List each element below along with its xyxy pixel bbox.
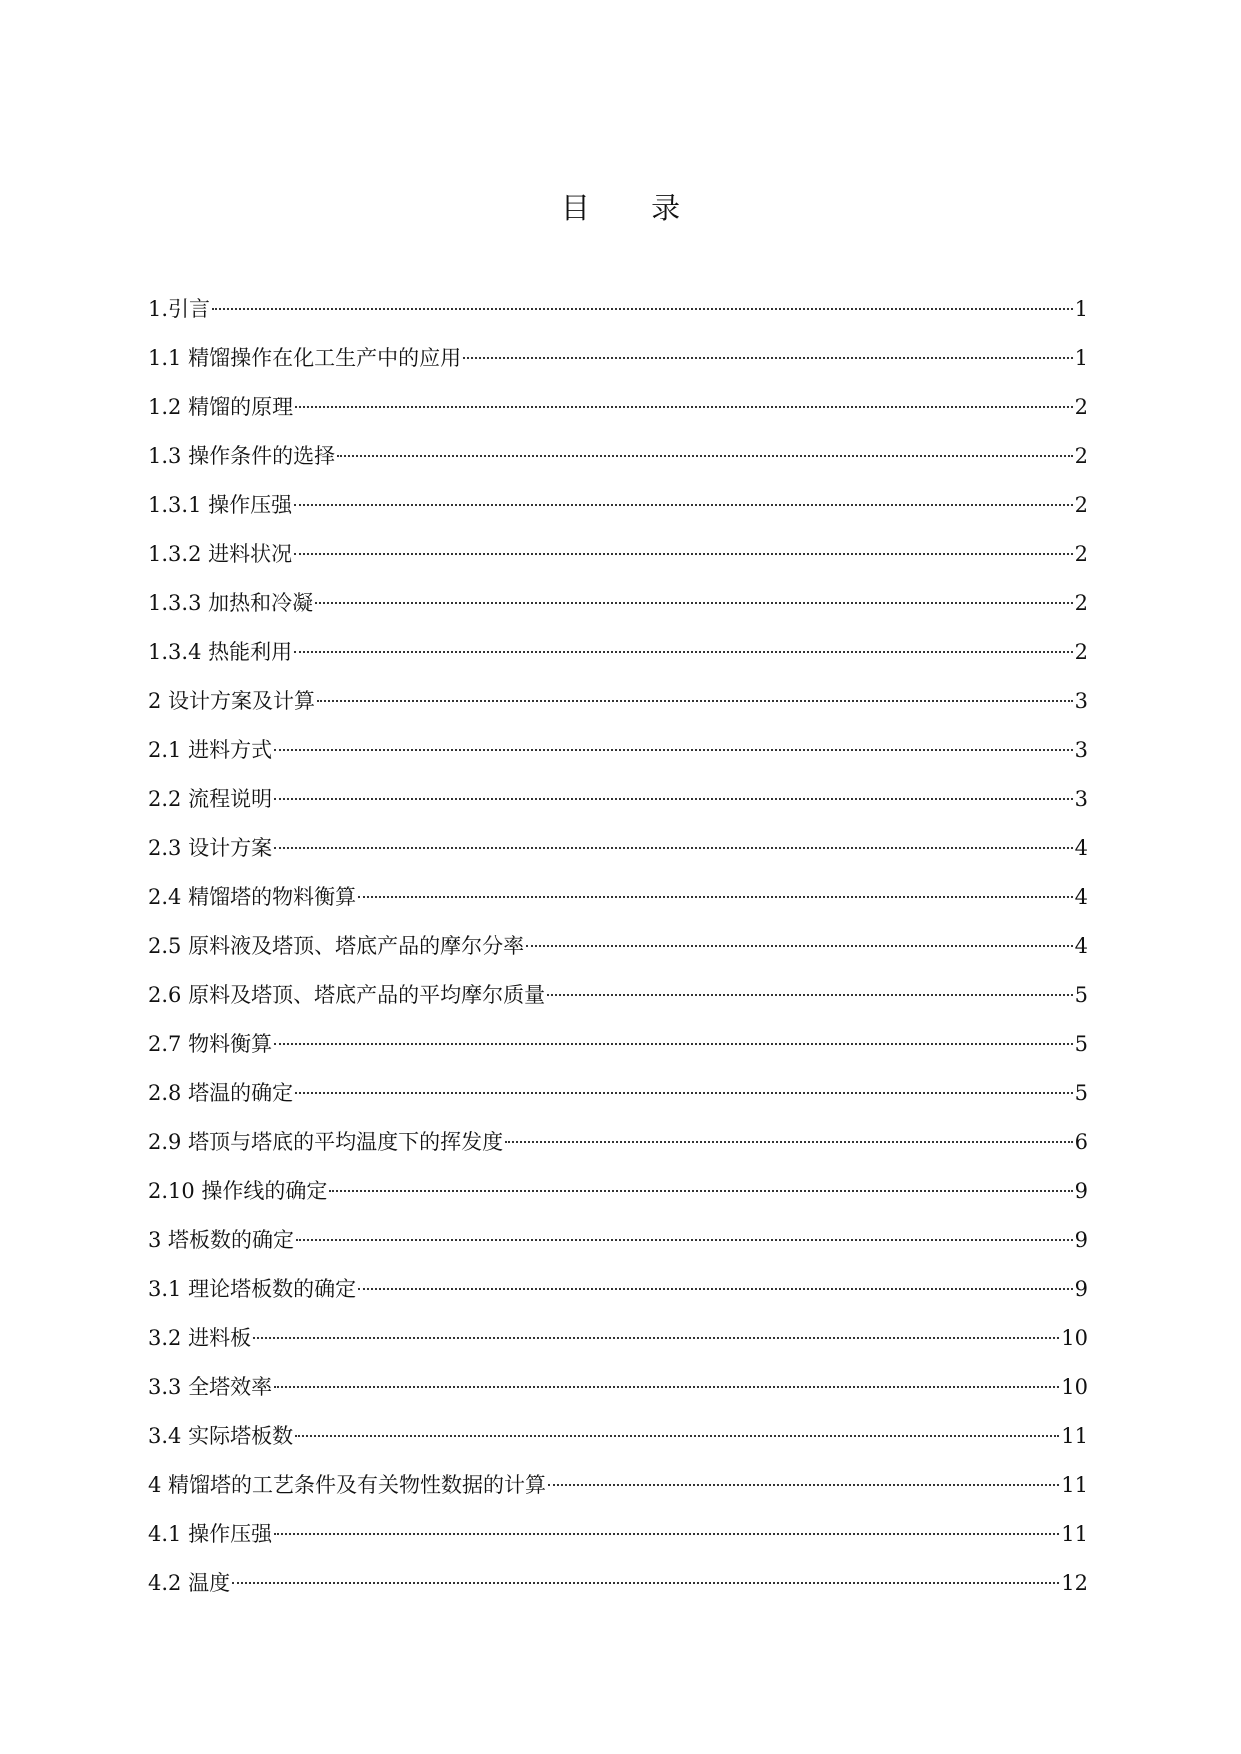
toc-entry-page-number: 4: [1074, 836, 1088, 860]
toc-entry-page-number: 2: [1074, 591, 1088, 615]
toc-entry[interactable]: [148, 295, 1088, 344]
toc-dot-leader: [296, 1238, 1073, 1241]
toc-entry[interactable]: [148, 1471, 1088, 1520]
toc-entry[interactable]: [148, 1177, 1088, 1226]
toc-entry-title: 4.1 操作压强: [148, 1522, 273, 1546]
toc-entry-title: 1.2 精馏的原理: [148, 395, 294, 419]
toc-entry-page-number: 3: [1074, 787, 1088, 811]
toc-dot-leader: [315, 601, 1073, 604]
toc-entry-title: 2.1 进料方式: [148, 738, 273, 762]
toc-entry[interactable]: [148, 491, 1088, 540]
toc-entry-title: 3 塔板数的确定: [148, 1228, 295, 1252]
toc-entry[interactable]: [148, 736, 1088, 785]
toc-entry-title: 1.3.1 操作压强: [148, 493, 293, 517]
toc-entry-title: 1.3.4 热能利用: [148, 640, 293, 664]
toc-dot-leader: [274, 846, 1073, 849]
toc-entry-title: 2.9 塔顶与塔底的平均温度下的挥发度: [148, 1130, 504, 1154]
toc-entry-page-number: 11: [1061, 1424, 1088, 1448]
toc-entry[interactable]: [148, 638, 1088, 687]
toc-entry[interactable]: [148, 785, 1088, 834]
toc-entry[interactable]: [148, 1373, 1088, 1422]
toc-dot-leader: [358, 895, 1073, 898]
toc-entry-title: 1.3 操作条件的选择: [148, 444, 336, 468]
toc-dot-leader: [295, 1434, 1059, 1437]
toc-entry-page-number: 2: [1074, 640, 1088, 664]
toc-dot-leader: [294, 650, 1073, 653]
toc-entry-page-number: 2: [1074, 493, 1088, 517]
toc-entry[interactable]: [148, 687, 1088, 736]
toc-entry-page-number: 11: [1061, 1522, 1088, 1546]
toc-entry[interactable]: [148, 1569, 1088, 1618]
toc-dot-leader: [274, 1042, 1073, 1045]
toc-dot-leader: [294, 552, 1073, 555]
toc-entry[interactable]: [148, 1030, 1088, 1079]
toc-entry-title: 2.10 操作线的确定: [148, 1179, 328, 1203]
toc-entry[interactable]: [148, 1275, 1088, 1324]
toc-entry-title: 2.4 精馏塔的物料衡算: [148, 885, 357, 909]
toc-dot-leader: [274, 1385, 1059, 1388]
toc-entry-page-number: 9: [1074, 1179, 1088, 1203]
toc-entry-page-number: 10: [1061, 1326, 1088, 1350]
toc-entry[interactable]: [148, 344, 1088, 393]
toc-dot-leader: [547, 993, 1073, 996]
toc-entry-title: 3.4 实际塔板数: [148, 1424, 294, 1448]
toc-entry[interactable]: [148, 883, 1088, 932]
toc-entry-title: 4.2 温度: [148, 1571, 231, 1595]
toc-entry-title: 2 设计方案及计算: [148, 689, 316, 713]
toc-entry-page-number: 2: [1074, 542, 1088, 566]
toc-dot-leader: [329, 1189, 1072, 1192]
toc-entry-title: 1.3.3 加热和冷凝: [148, 591, 314, 615]
toc-entry-page-number: 2: [1074, 395, 1088, 419]
toc-list: [148, 295, 1088, 1618]
toc-dot-leader: [274, 748, 1073, 751]
toc-entry-page-number: 5: [1074, 983, 1088, 1007]
toc-entry-page-number: 9: [1074, 1277, 1088, 1301]
toc-entry-page-number: 11: [1061, 1473, 1088, 1497]
toc-entry-title: 2.8 塔温的确定: [148, 1081, 294, 1105]
toc-entry[interactable]: [148, 932, 1088, 981]
toc-entry[interactable]: [148, 1324, 1088, 1373]
toc-entry-title: 1.1 精馏操作在化工生产中的应用: [148, 346, 462, 370]
toc-title: 目 录: [560, 191, 707, 225]
toc-dot-leader: [274, 1532, 1059, 1535]
toc-entry[interactable]: [148, 1226, 1088, 1275]
toc-dot-leader: [295, 1091, 1073, 1094]
toc-entry[interactable]: [148, 981, 1088, 1030]
toc-entry-page-number: 2: [1074, 444, 1088, 468]
toc-entry-page-number: 5: [1074, 1081, 1088, 1105]
toc-entry-page-number: 9: [1074, 1228, 1088, 1252]
toc-entry[interactable]: [148, 834, 1088, 883]
toc-entry-title: 2.7 物料衡算: [148, 1032, 273, 1056]
toc-dot-leader: [505, 1140, 1073, 1143]
toc-entry-title: 2.2 流程说明: [148, 787, 273, 811]
toc-entry[interactable]: [148, 540, 1088, 589]
toc-entry[interactable]: [148, 442, 1088, 491]
toc-entry[interactable]: [148, 1128, 1088, 1177]
toc-dot-leader: [526, 944, 1073, 947]
toc-entry-title: 2.3 设计方案: [148, 836, 273, 860]
toc-dot-leader: [294, 503, 1073, 506]
toc-entry-title: 3.1 理论塔板数的确定: [148, 1277, 357, 1301]
toc-entry-title: 3.2 进料板: [148, 1326, 252, 1350]
toc-entry-page-number: 3: [1074, 689, 1088, 713]
toc-entry[interactable]: [148, 1079, 1088, 1128]
toc-entry-title: 1.引言: [148, 297, 211, 321]
toc-entry-page-number: 1: [1074, 346, 1088, 370]
toc-dot-leader: [232, 1581, 1059, 1584]
toc-entry-page-number: 3: [1074, 738, 1088, 762]
toc-dot-leader: [317, 699, 1073, 702]
toc-entry-page-number: 5: [1074, 1032, 1088, 1056]
toc-dot-leader: [253, 1336, 1059, 1339]
toc-entry-page-number: 6: [1074, 1130, 1088, 1154]
toc-entry-page-number: 4: [1074, 885, 1088, 909]
toc-entry-page-number: 12: [1061, 1571, 1088, 1595]
toc-entry-title: 3.3 全塔效率: [148, 1375, 273, 1399]
toc-entry-title: 2.5 原料液及塔顶、塔底产品的摩尔分率: [148, 934, 525, 958]
toc-entry[interactable]: [148, 589, 1088, 638]
toc-dot-leader: [548, 1483, 1059, 1486]
toc-entry-title: 1.3.2 进料状况: [148, 542, 293, 566]
toc-dot-leader: [212, 307, 1073, 310]
toc-entry-page-number: 4: [1074, 934, 1088, 958]
toc-entry-title: 2.6 原料及塔顶、塔底产品的平均摩尔质量: [148, 983, 546, 1007]
toc-dot-leader: [358, 1287, 1073, 1290]
toc-dot-leader: [463, 356, 1073, 359]
toc-entry[interactable]: [148, 1520, 1088, 1569]
toc-entry-page-number: 1: [1074, 297, 1088, 321]
toc-entry[interactable]: [148, 393, 1088, 442]
toc-dot-leader: [295, 405, 1073, 408]
toc-entry-title: 4 精馏塔的工艺条件及有关物性数据的计算: [148, 1473, 547, 1497]
toc-entry-page-number: 10: [1061, 1375, 1088, 1399]
toc-dot-leader: [337, 454, 1073, 457]
toc-dot-leader: [274, 797, 1073, 800]
toc-entry[interactable]: [148, 1422, 1088, 1471]
